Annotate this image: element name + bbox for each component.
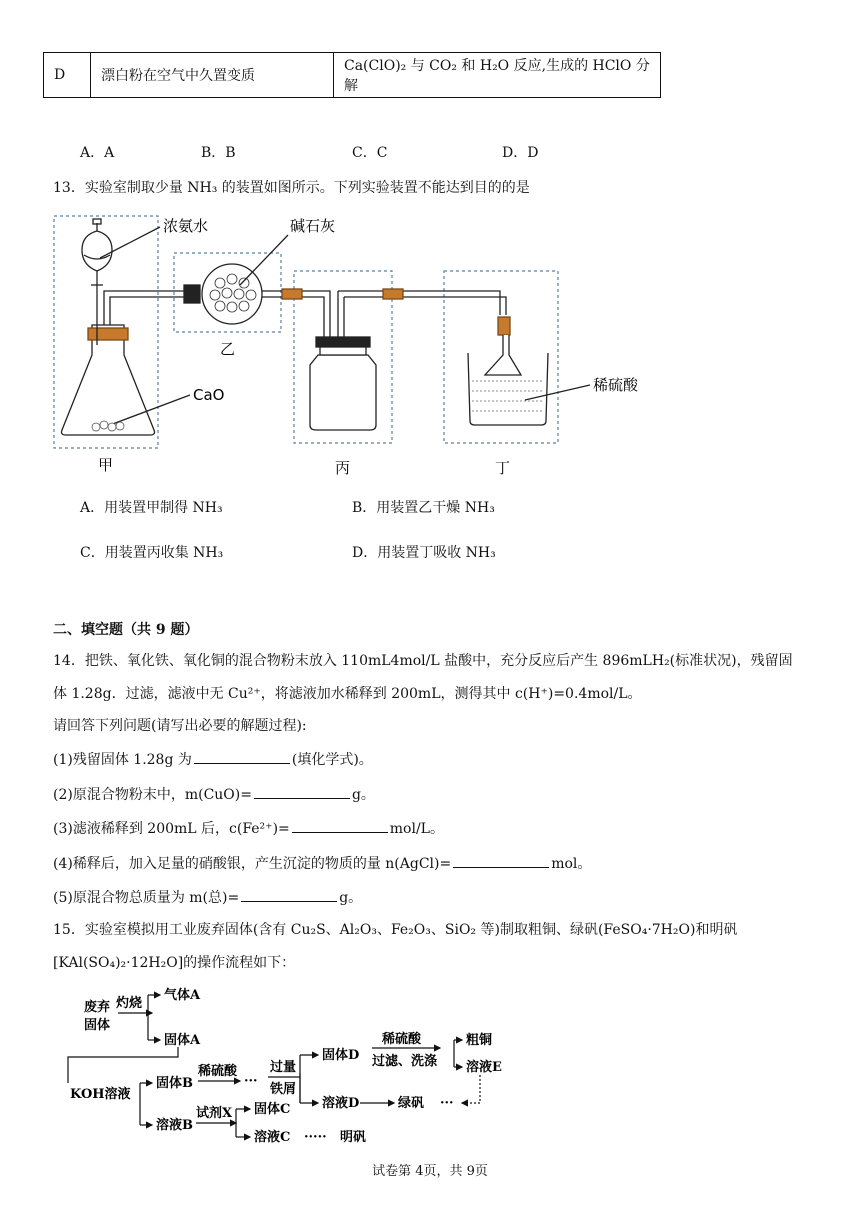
q14-sub1: (1)残留固体 1.28g 为 (填化学式)。 [53, 749, 373, 770]
q13-stem: 13．实验室制取少量 NH₃ 的装置如图所示。下列实验装置不能达到目的的是 [53, 180, 530, 196]
q14-sub2: (2)原混合物粉末中，m(CuO)= g。 [53, 784, 375, 805]
q15-line2: [KAl(SO₄)₂·12H₂O]的操作流程如下： [53, 955, 296, 971]
flow-sol-b: 溶液B [156, 1118, 193, 1133]
q12-choice-d[interactable]: D．D [502, 145, 539, 161]
flow-acid-1: 稀硫酸 [198, 1064, 238, 1079]
q13-choice-b[interactable]: B．用装置乙干燥 NH₃ [352, 500, 495, 516]
options-table [43, 52, 661, 98]
label-acid: 稀硫酸 [593, 376, 639, 394]
label-cao: CaO [193, 386, 225, 404]
flow-burn: 灼烧 [116, 996, 143, 1011]
flow-gas-a: 气体A [164, 988, 201, 1003]
flow-acid-2: 稀硫酸 [382, 1032, 422, 1047]
q13-choice-c[interactable]: C．用装置丙收集 NH₃ [80, 545, 224, 561]
explanation-cell: Ca(ClO)₂ 与 CO₂ 和 H₂O 反应,生成的 HClO 分解 [334, 53, 661, 98]
q12-choice-a[interactable]: A．A [80, 145, 115, 161]
flow-sol-c: 溶液C [254, 1130, 291, 1145]
flow-iron: 铁屑 [270, 1082, 297, 1097]
q14-instruction: 请回答下列问题(请写出必要的解题过程): [53, 718, 307, 734]
q12-choice-b[interactable]: B．B [201, 145, 236, 161]
phenomenon-cell: 漂白粉在空气中久置变质 [91, 53, 334, 98]
q13-choice-a[interactable]: A．用装置甲制得 NH₃ [80, 500, 223, 516]
label-soda-lime: 碱石灰 [290, 217, 336, 235]
flow-sol-e: 溶液E [466, 1060, 502, 1075]
apparatus-diagram [0, 205, 700, 485]
flow-koh: KOH溶液 [70, 1087, 131, 1102]
flow-alum: 明矾 [340, 1130, 367, 1145]
label-ammonia: 浓氨水 [163, 217, 209, 235]
q14-line1: 14．把铁、氧化铁、氧化铜的混合物粉末放入 110mL4mol/L 盐酸中，充分反应后产生 896mLH₂(标准状况)，残留固 [53, 653, 793, 669]
q13-choice-d[interactable]: D．用装置丁吸收 NH₃ [352, 545, 496, 561]
answer-blank[interactable] [453, 853, 549, 868]
flow-excess: 过量 [270, 1060, 297, 1075]
q12-choice-c[interactable]: C．C [352, 145, 388, 161]
q14-sub3: (3)滤液稀释到 200mL 后，c(Fe²⁺)= mol/L。 [53, 818, 444, 839]
label-bing: 丙 [335, 459, 351, 477]
option-letter: D [44, 53, 91, 98]
page-footer: 试卷第 4页，共 9页 [372, 1164, 488, 1179]
q14-sub4: (4)稀释后，加入足量的硝酸银，产生沉淀的物质的量 n(AgCl)= mol。 [53, 853, 591, 874]
flow-filter: 过滤、洗涤 [372, 1054, 438, 1069]
flow-dots-2: ··· [440, 1096, 454, 1111]
flow-solid-b: 固体B [156, 1076, 193, 1091]
q14-line2: 体 1.28g．过滤，滤液中无 Cu²⁺，将滤液加水稀释到 200mL，测得其中 c(H⁺)=0.4mol/L。 [53, 686, 642, 702]
flow-waste1: 废弃 [84, 1000, 111, 1015]
flow-solid-a: 固体A [164, 1033, 201, 1048]
flow-solid-c: 固体C [254, 1102, 291, 1117]
process-flowchart [0, 985, 560, 1150]
label-yi: 乙 [220, 340, 236, 358]
flow-reagent-x: 试剂X [196, 1106, 233, 1121]
label-jia: 甲 [98, 456, 114, 474]
q14-sub5: (5)原混合物总质量为 m(总)= g。 [53, 887, 362, 908]
flow-solid-d: 固体D [322, 1048, 360, 1063]
flow-green-vitriol: 绿矾 [398, 1096, 425, 1111]
answer-blank[interactable] [292, 818, 388, 833]
section-title: 二、填空题（共 9 题） [53, 622, 199, 638]
flow-waste2: 固体 [84, 1018, 111, 1033]
flow-dots-3: ····· [304, 1130, 327, 1145]
flow-crude-cu: 粗铜 [466, 1033, 493, 1048]
answer-blank[interactable] [241, 887, 337, 902]
flow-dots-1: ··· [244, 1074, 258, 1089]
answer-blank[interactable] [194, 749, 290, 764]
flow-sol-d: 溶液D [322, 1096, 360, 1111]
q15-line1: 15．实验室模拟用工业废弃固体(含有 Cu₂S、Al₂O₃、Fe₂O₃、SiO₂ 等)制取粗铜、绿矾(FeSO₄·7H₂O)和明矾 [53, 922, 738, 938]
label-ding: 丁 [495, 459, 511, 477]
answer-blank[interactable] [254, 784, 350, 799]
table-row [44, 53, 661, 98]
